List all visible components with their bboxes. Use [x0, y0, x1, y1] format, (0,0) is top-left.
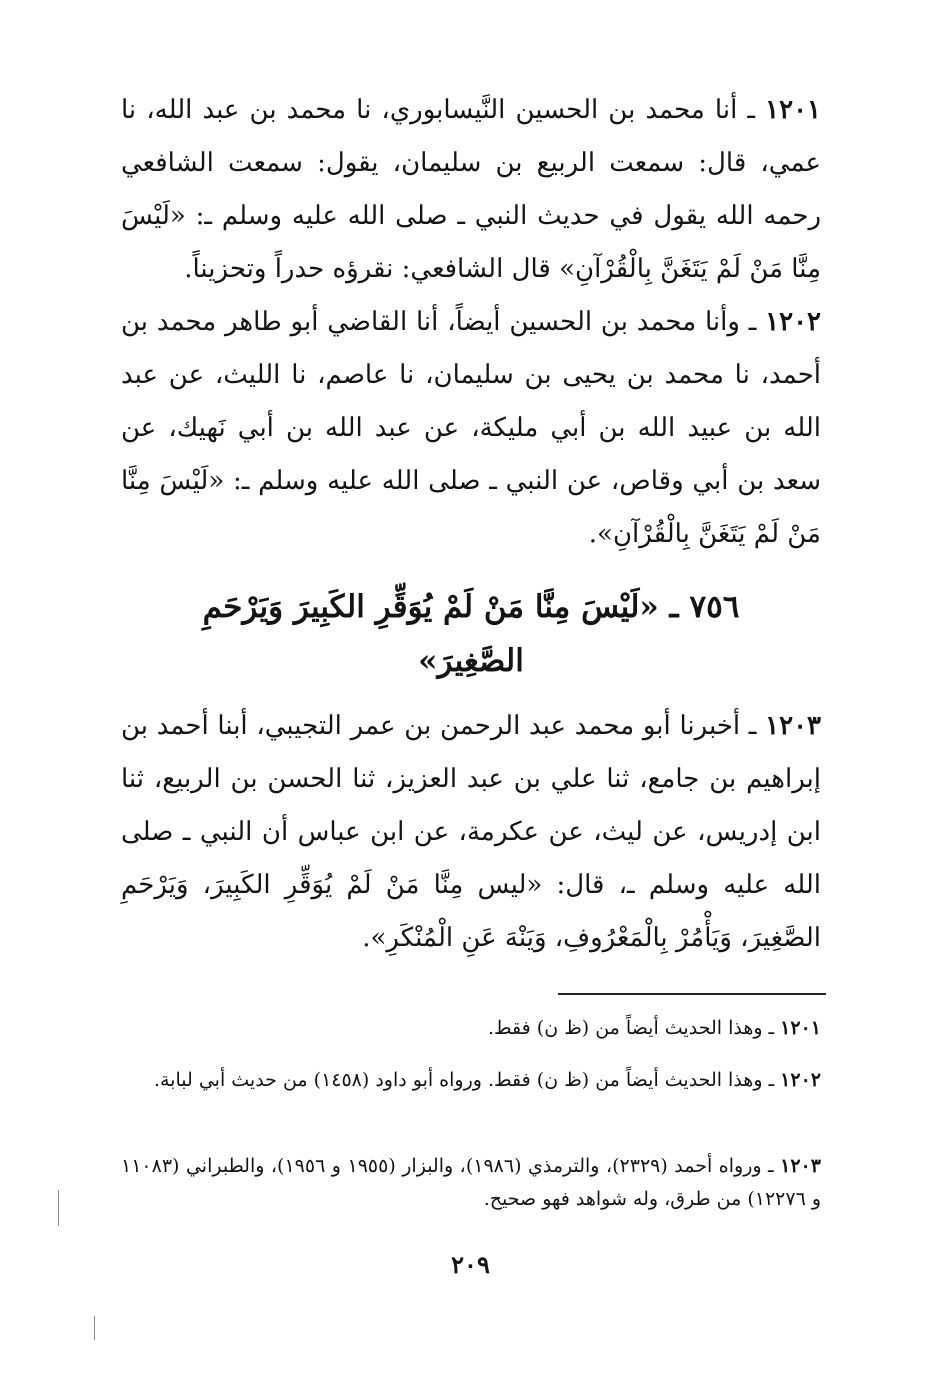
hadith-number: ١٢٠١: [765, 95, 821, 125]
page-number: ٢٠٩: [451, 1250, 490, 1279]
footnote-1203: [121, 1150, 821, 1216]
footnote-number: ١٢٠١: [780, 1017, 821, 1039]
hadith-1202: [121, 296, 821, 561]
heading-line-2: الصَّغِيرَ»: [418, 643, 524, 679]
hadith-number: ١٢٠٢: [765, 307, 822, 337]
footnote-1202: [121, 1064, 821, 1097]
footnote-text: ـ ورواه أحمد (٢٣٢٩)، والترمذي (١٩٨٦)، والبزار (١٩٥٥ و ١٩٥٦)، والطبراني (١١٠٨٣ و ١٢٢٧٦) من طرق، وله شواهد فهو صحيح.: [121, 1155, 821, 1210]
heading-number: ٧٥٦: [689, 589, 740, 625]
hadith-text: ـ أخبرنا أبو محمد عبد الرحمن بن عمر التجيبي، أبنا أحمد بن إبراهيم بن جامع، ثنا علي بن عبد العزيز، ثنا الحسن بن الربيع، ثنا ابن إدريس، عن ليث، عن عكرمة، عن ابن عباس أن النبي ـ صلى الله عليه وسلم ـ، قال: «ليس مِنَّا مَنْ لَمْ يُوَقِّرِ الكَبِيرَ، وَيَرْحَمِ الصَّغِيرَ، وَيَأْمُرْ بِالْمَعْرُوفِ، وَيَنْهَ عَنِ الْمُنْكَرِ».: [121, 711, 821, 953]
hadith-1201: [121, 84, 821, 296]
scan-mark: [94, 1316, 95, 1340]
footnote-number: ١٢٠٢: [780, 1069, 821, 1091]
heading-line-1: ـ «لَيْسَ مِنَّا مَنْ لَمْ يُوَقِّرِ الكَبِيرَ وَيَرْحَمِ: [202, 589, 679, 625]
hadith-text: ـ أنا محمد بن الحسين النَّيسابوري، نا محمد بن عبد الله، نا عمي، قال: سمعت الربيع بن سليمان، يقول: سمعت الشافعي رحمه الله يقول في حديث النبي ـ صلى الله عليه وسلم ـ: «لَيْسَ مِنَّا مَنْ لَمْ يَتَغَنَّ بِالْقُرْآنِ» قال الشافعي: نقرؤه حدراً وتحزيناً.: [121, 95, 821, 284]
footnote-divider: [558, 993, 826, 995]
chapter-heading-756: [121, 580, 821, 688]
hadith-number: ١٢٠٣: [765, 711, 822, 741]
hadith-1203: [121, 700, 821, 965]
hadith-text: ـ وأنا محمد بن الحسين أيضاً، أنا القاضي أبو طاهر محمد بن أحمد، نا محمد بن يحيى بن سليمان، نا عاصم، نا الليث، عن عبد الله بن عبيد الله بن أبي مليكة، عن عبد الله بن أبي نَهيك، عن سعد بن أبي وقاص، عن النبي ـ صلى الله عليه وسلم ـ: «لَيْسَ مِنَّا مَنْ لَمْ يَتَغَنَّ بِالْقُرْآنِ».: [121, 307, 821, 549]
footnote-number: ١٢٠٣: [780, 1155, 821, 1177]
scan-mark: [58, 1190, 59, 1226]
footnote-1201: [121, 1012, 821, 1045]
footnote-text: ـ وهذا الحديث أيضاً من (ظ ن) فقط. ورواه أبو داود (١٤٥٨) من حديث أبي لبابة.: [153, 1069, 775, 1091]
footnote-text: ـ وهذا الحديث أيضاً من (ظ ن) فقط.: [487, 1017, 775, 1039]
